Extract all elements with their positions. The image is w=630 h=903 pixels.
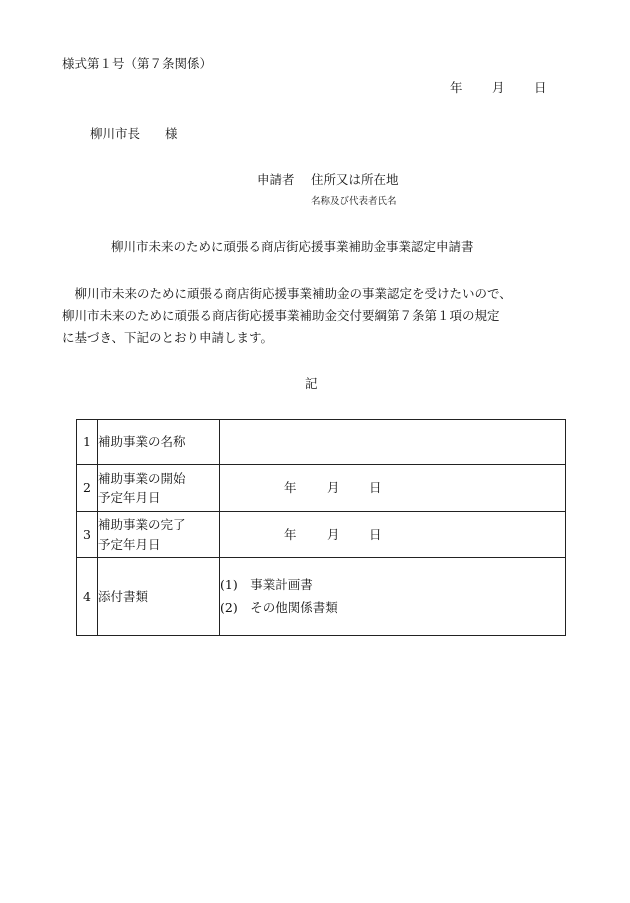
row-label-line: 補助事業の完了 [98,517,186,533]
ki-heading: 記 [305,376,318,391]
table-row [77,512,566,558]
project-name-value [220,420,566,465]
body-line: 柳川市未来のために頑張る商店街応援事業補助金交付要綱第７条第１項の規定 [62,308,500,323]
end-date-value [220,512,566,558]
row-label-line: 添付書類 [98,588,149,604]
row-label [98,465,220,512]
applicant-label: 申請者 [257,172,295,187]
row-label-line: 補助事業の名称 [98,434,186,450]
date-year: 年 [284,526,297,542]
row-number: 4 [77,558,98,636]
row-label [98,558,220,636]
attachments-value [220,558,566,636]
attachment-item: (1) 事業計画書 [220,577,313,592]
table-row [77,465,566,512]
submission-date [450,82,547,95]
row-number: 1 [77,420,98,465]
row-number: 3 [77,512,98,558]
start-date-value [220,465,566,512]
attachment-item: (2) その他関係書類 [220,599,338,615]
row-label [98,512,220,558]
date-year: 年 [284,480,297,496]
date-year: 年 [450,80,463,95]
body-line: 柳川市未来のために頑張る商店街応援事業補助金の事業認定を受けたいので、 [62,286,512,301]
date-day: 日 [369,526,382,542]
row-label [98,420,220,465]
date-month: 月 [327,480,340,496]
table-row [77,420,566,465]
form-number: 様式第１号（第７条関係） [62,56,213,71]
date-day: 日 [369,480,382,496]
application-table [76,419,566,636]
date-day: 日 [534,80,547,95]
row-label-line: 補助事業の開始 [98,470,186,486]
addressee: 柳川市長 様 [90,126,178,141]
row-label-line: 予定年月日 [98,536,161,552]
applicant-address-label: 住所又は所在地 [311,172,399,187]
applicant-name-label: 名称及び代表者氏名 [311,196,397,207]
row-number: 2 [77,465,98,512]
body-line: に基づき、下記のとおり申請します。 [62,330,274,345]
date-month: 月 [327,526,340,542]
row-label-line: 予定年月日 [98,490,161,505]
document-title: 柳川市未来のために頑張る商店街応援事業補助金事業認定申請書 [111,239,474,254]
table-row [77,558,566,636]
date-month: 月 [492,80,505,95]
